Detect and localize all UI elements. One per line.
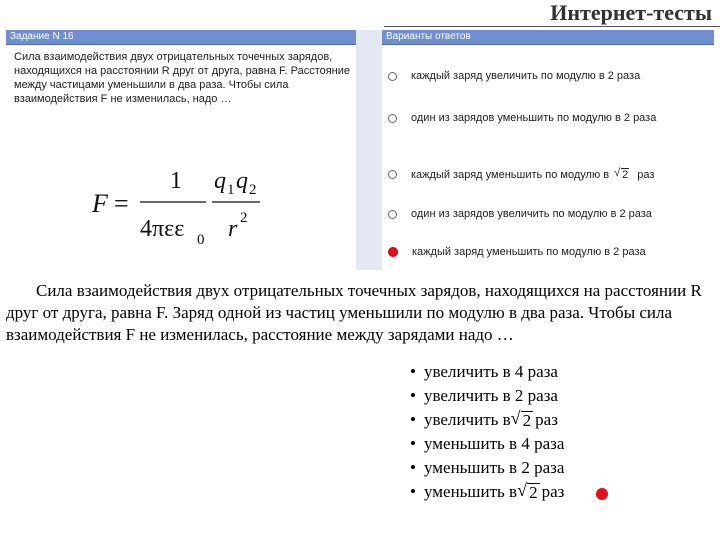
list-item [410, 408, 710, 432]
header-rule [384, 26, 720, 27]
answer-option[interactable] [388, 208, 714, 220]
answer-label: один из зарядов увеличить по модулю в 2 раза [411, 208, 652, 220]
options-list [410, 360, 710, 504]
answer-label-post: раз [637, 168, 655, 181]
question-text: Сила взаимодействия двух отрицательных точечных зарядов, находящихся на расстоянии R друг от друга, равна F. Заряд одной из частиц уменьшили по модулю в два раза. Чтобы сила взаимодействия F не изменилась, расстояние между зарядами надо … [6, 281, 702, 344]
bullet: • [410, 362, 416, 381]
bullet: • [410, 410, 416, 429]
list-item [410, 384, 710, 408]
formula-den1: 4πεε [140, 216, 185, 242]
formula-q1: q [214, 168, 226, 194]
radio-button[interactable] [388, 114, 397, 123]
answers-panel-header: Варианты ответов [382, 30, 714, 45]
option-text: увеличить в 2 раза [424, 386, 558, 405]
list-item [410, 456, 710, 480]
bullet: • [410, 386, 416, 405]
answer-option[interactable] [388, 246, 714, 258]
list-item [410, 432, 710, 456]
option-text-post: раз [535, 410, 558, 429]
formula-r-sup: 2 [240, 210, 248, 226]
answer-option[interactable] [388, 70, 714, 82]
option-text: увеличить в 4 раза [424, 362, 558, 381]
formula-q1-sub: 1 [227, 182, 235, 198]
answer-label-pre: каждый заряд уменьшить по модулю в [411, 168, 610, 181]
list-item [410, 480, 710, 504]
option-text-pre: уменьшить в [424, 482, 518, 501]
answer-option[interactable] [388, 168, 714, 181]
radio-button[interactable] [388, 170, 397, 179]
test-screenshot [6, 30, 714, 270]
option-text: уменьшить в 2 раза [424, 458, 565, 477]
radio-button[interactable] [388, 210, 397, 219]
formula-q2-sub: 2 [249, 182, 257, 198]
radio-button[interactable] [388, 72, 397, 81]
formula-den1-sub: 0 [197, 232, 205, 248]
answer-label: каждый заряд уменьшить по модулю в 2 раза [412, 246, 646, 258]
formula-q2: q [236, 168, 248, 194]
formula-r: r [228, 216, 238, 242]
formula-lhs: F [92, 189, 108, 218]
coulomb-formula [90, 158, 290, 258]
option-text: уменьшить в 4 раза [424, 434, 565, 453]
page-title: Интернет-тесты [550, 0, 712, 25]
correct-answer-marker [596, 488, 608, 500]
task-panel [6, 30, 356, 270]
option-text-pre: увеличить в [424, 410, 511, 429]
bullet: • [410, 434, 416, 453]
formula-eq: = [114, 189, 129, 218]
bullet: • [410, 482, 416, 501]
list-item [410, 360, 710, 384]
sqrt-value: √ 2 [527, 483, 540, 502]
option-text-post: раз [541, 482, 565, 501]
radio-button-selected[interactable] [388, 247, 398, 257]
sqrt-value: √ 2 [521, 411, 534, 430]
answer-label: каждый заряд увеличить по модулю в 2 раза [411, 70, 641, 82]
panel-divider [356, 30, 382, 270]
answer-option[interactable] [388, 112, 714, 124]
task-panel-header: Задание N 16 [6, 30, 356, 45]
formula-num1: 1 [170, 168, 182, 194]
bullet: • [410, 458, 416, 477]
sqrt-value: √ 2 [621, 168, 629, 181]
task-text: Сила взаимодействия двух отрицательных точечных зарядов, находящихся на расстоянии R друг от друга, равна F. Расстояние между частицами уменьшили в два раза. Чтобы сила взаимодействия F не изменилась, надо … [14, 51, 351, 105]
answers-panel [382, 30, 714, 270]
answer-label: один из зарядов уменьшить по модулю в 2 раза [411, 112, 657, 124]
